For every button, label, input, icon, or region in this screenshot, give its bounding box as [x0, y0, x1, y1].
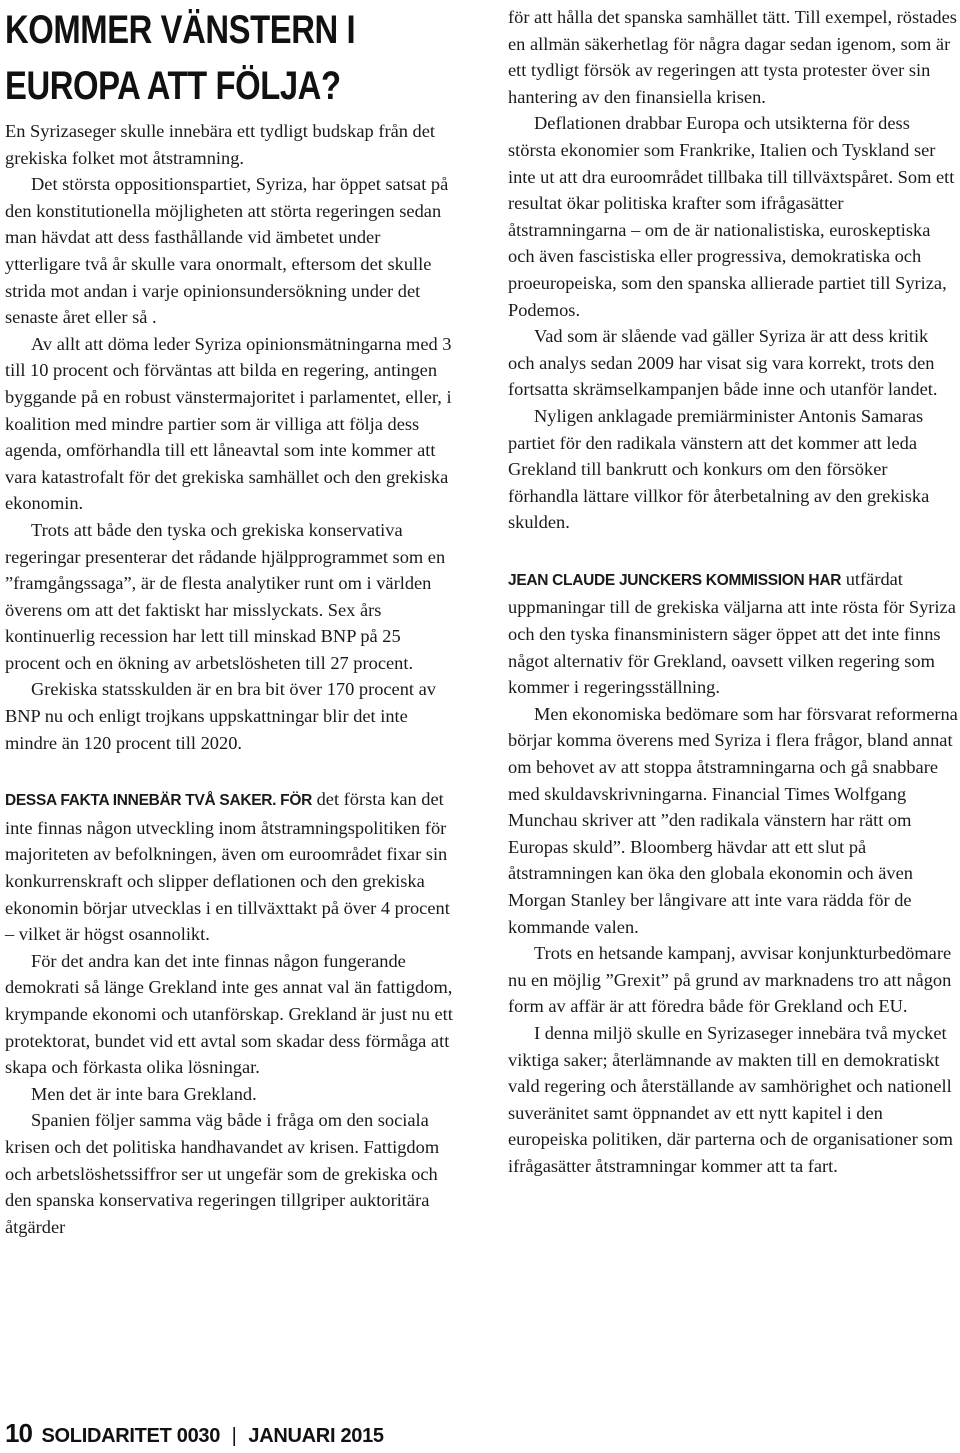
section-first-paragraph	[508, 566, 958, 701]
body-paragraph: Av allt att döma leder Syriza opinionsmätningarna med 3 till 10 procent och förväntas att bilda en regering, antingen byggande på en robust vänstermajoritet i parlamentet, eller, i koalition med mindre partier som är villiga att följa dess agenda, omförhandla till ett låneavtal som inte kommer att vara katastrofalt för det grekiska samhället och den grekiska ekonomin.	[5, 333, 452, 514]
body-paragraph: Vad som är slående vad gäller Syriza är att dess kritik och analys sedan 2009 har visat sig vara korrekt, trots den fortsatta skrämselkampanjen både inne och utanför landet.	[508, 326, 938, 400]
section-lead-in: DESSA FAKTA INNEBÄR TVÅ SAKER. FÖR	[5, 792, 312, 810]
body-paragraph: För det andra kan det inte finnas någon fungerande demokrati så länge Grekland inte ges annat val än fattigdom, krympande ekonomi och utanförskap. Grekland är just nu ett protektorat, bundet vid ett avtal som skadar dess förmåga att skapa och förkasta olika lösningar.	[5, 950, 453, 1078]
headline-line-1: KOMMER VÄNSTERN I	[5, 8, 356, 52]
continued-paragraph: för att hålla det spanska samhället tätt. Till exempel, röstades en allmän säkerhetlag för några dagar sedan igenom, som är ett tydligt försök av regeringen att tysta protester över sin hantering av den finansiella krisen.	[508, 7, 957, 107]
right-column	[508, 4, 958, 1180]
section-lead-in: JEAN CLAUDE JUNCKERS KOMMISSION HAR	[508, 571, 842, 589]
page-number: 10	[5, 1418, 32, 1448]
section-first-paragraph-text: utfärdat uppmaningar till de grekiska väljarna att inte rösta för Syriza och den tyska finansministern säger öppet att det inte finns något alternativ för Grekland, oavsett vilken regering som kommer i regeringsställning.	[508, 568, 956, 698]
body-paragraph: Trots att både den tyska och grekiska konservativa regeringar presenterar det rådande hjälpprogrammet som en ”framgångssaga”, är de flesta analytiker runt om i världen överens om att det faktiskt har misslyckats. Sex års kontinuerlig recession har lett till minskad BNP på 25 procent och en ökning av arbetslösheten till 27 procent.	[5, 519, 446, 673]
body-paragraph: Men det är inte bara Grekland.	[31, 1083, 257, 1104]
article-ingress: En Syrizaseger skulle innebära ett tydligt budskap från det grekiska folket mot åtstramning.	[5, 121, 436, 168]
section-first-paragraph-text: det första kan det inte finnas någon utveckling inom åtstramningspolitiken för majoriteten av befolkningen, även om euroområdet fixar sin konkurrenskraft och slipper deflationen och den grekiska ekonomin börjar utvecklas i en tillväxttakt på över 4 procent – vilket är högst osannolikt.	[5, 789, 450, 945]
body-paragraph: Grekiska statsskulden är en bra bit över 170 procent av BNP nu och enligt trojkans uppskattningar blir det inte mindre än 120 procent till 2020.	[5, 679, 436, 753]
issue-date: JANUARI 2015	[248, 1425, 384, 1447]
body-paragraph: I denna miljö skulle en Syrizaseger innebära två mycket viktiga saker; återlämnande av makten till en demokratiskt vald regering och återställande av samhörighet och nationell suveränitet samt öppnandet av ett nytt kapitel i den europeiska politiken, där parterna och de organisationer som ifrågasätter åtstramningar kommer att ta fart.	[508, 1022, 953, 1176]
section-first-paragraph	[5, 786, 457, 948]
headline-line-2: EUROPA ATT FÖLJA?	[5, 64, 341, 108]
body-paragraph: Men ekonomiska bedömare som har försvarat reformerna börjar komma överens med Syriza i flera frågor, bland annat om behovet av att stoppa åtstramningarna och gå snabbare med skuldavskrivningarna. Financial Times Wolfgang Munchau skriver att ”den radikala vänstern har rätt om Europas skuld”. Bloomberg hävdar att ett slut på åtstramningen kan öka den globala ekonomin och även Morgan Stanley ber långivare att inte vara rädda för de kommande valen.	[508, 703, 958, 937]
body-paragraph: Trots en hetsande kampanj, avvisar konjunkturbedömare nu en möjlig ”Grexit” på grund av marknadens tro att någon form av affär är att föredra både för Grekland och EU.	[508, 943, 952, 1017]
body-paragraph: Deflationen drabbar Europa och utsikterna för dess största ekonomier som Frankrike, Italien och Tyskland ser inte ut att dra euroområdet tillbaka till tillväxtspåret. Som ett resultat ökar politiska krafter som ifrågasätter åtstramningarna – om de är nationalistiska, euroskeptiska och även fascistiska eller progressiva, demokratiska och proeuropeiska, som den spanska allierade partiet till Syriza, Podemos.	[508, 113, 955, 320]
body-paragraph: Det största oppositionspartiet, Syriza, har öppet satsat på den konstitutionella möjligheten att störta regeringen sedan man hävdat att dess fasthållande vid ämbetet under ytterligare två år skulle vara onormalt, eftersom det skulle strida mot andan i varje opinionsundersökning under det senaste året eller så .	[5, 174, 449, 328]
body-paragraph: Spanien följer samma väg både i fråga om den sociala krisen och det politiska handhavandet av krisen. Fattigdom och arbetslöshetssiffror ser ut ungefär som de grekiska och den spanska konservativa regeringen tillgriper auktoritära åtgärder	[5, 1110, 440, 1237]
publication-name: SOLIDARITET 0030	[41, 1425, 221, 1447]
page-footer	[5, 1419, 384, 1450]
footer-separator: |	[231, 1425, 237, 1447]
article-headline	[5, 2, 464, 114]
left-column	[5, 0, 457, 1240]
body-paragraph: Nyligen anklagade premiärminister Antonis Samaras partiet för den radikala vänstern att det kommer att leda Grekland till bankrutt och konkurs om den försöker förhandla lättare villkor för återbetalning av den grekiska skulden.	[508, 405, 930, 533]
